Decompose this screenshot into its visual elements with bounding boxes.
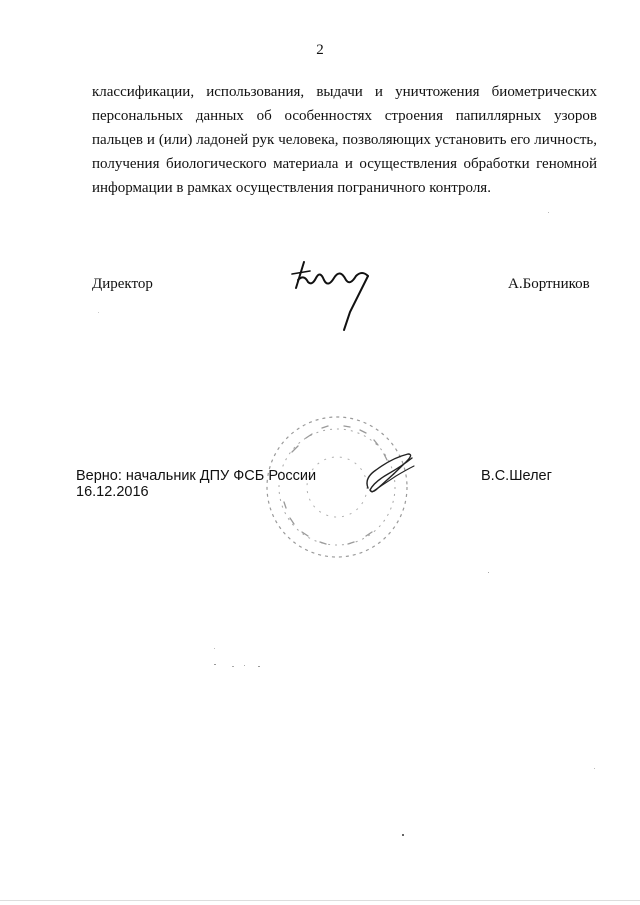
- certifier-name: В.С.Шелег: [481, 468, 552, 484]
- director-title: Директор: [92, 276, 153, 292]
- page-number: 2: [316, 42, 324, 58]
- certification-date: 16.12.2016: [76, 484, 149, 500]
- director-name: А.Бортников: [508, 276, 590, 292]
- certification-line: Верно: начальник ДПУ ФСБ России: [76, 468, 317, 484]
- certifier-signature: [362, 448, 418, 498]
- director-signature: [290, 258, 380, 338]
- body-text: [92, 80, 597, 200]
- body-paragraph: классификации, использования, выдачи и уничтожения биометрических персональных данных об особенностях строения папиллярных узоров пальцев и (или) ладоней рук человека, позволяющих установить его личность, получения биологического материала и осуществления обработки геномной информации в рамках осуществления пограничного контроля.: [92, 84, 597, 196]
